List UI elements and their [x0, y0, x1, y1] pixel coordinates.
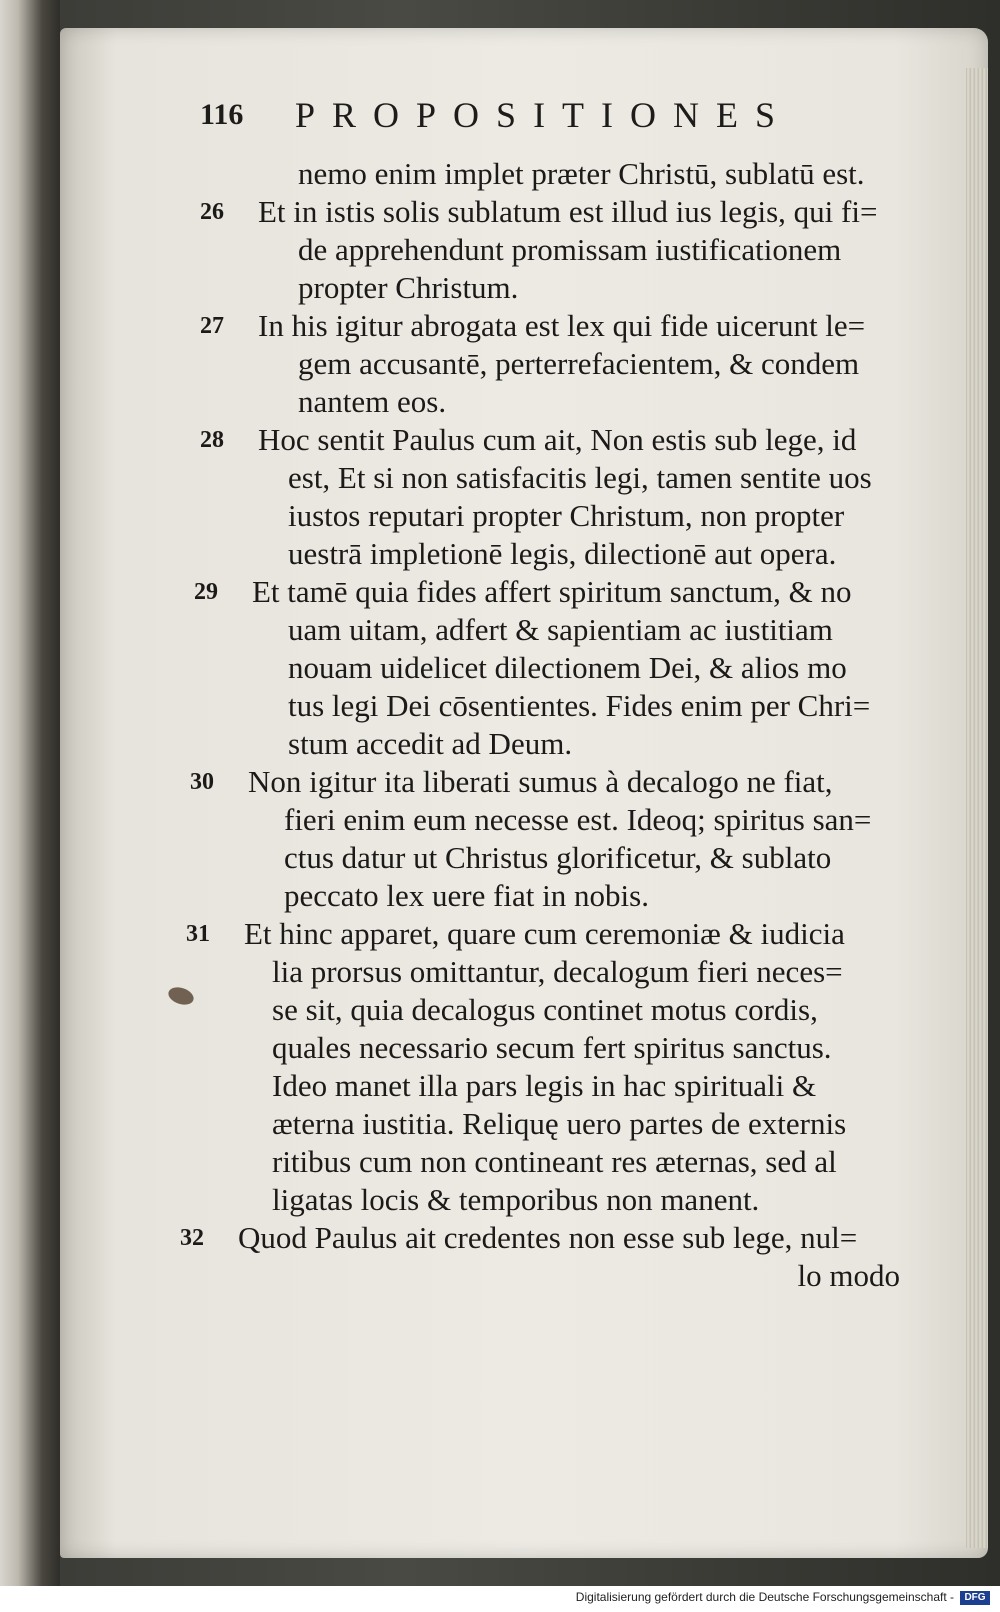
book-binding [0, 0, 60, 1586]
proposition-number: 32 [180, 1225, 204, 1251]
digitization-credit: Digitalisierung gefördert durch die Deutsche Forschungsgemeinschaft - [575, 1590, 954, 1604]
text-line: ctus datur ut Christus glorificetur, & sublato [284, 840, 832, 875]
proposition-31 [186, 915, 960, 1219]
proposition-29 [194, 573, 960, 763]
page-edges [966, 68, 988, 1548]
text-line: Et hinc apparet, quare cum ceremoniæ & iudicia [244, 916, 845, 951]
text-line: uam uitam, adfert & sapientiam ac iustitiam [288, 612, 833, 647]
footer-strip [0, 1586, 1000, 1612]
text-line: fieri enim eum necesse est. Ideoq; spiritus san= [284, 802, 872, 837]
text-line: propter Christum. [298, 270, 519, 305]
page-header [200, 90, 900, 140]
text-line: nouam uidelicet dilectionem Dei, & alios mo [288, 650, 847, 685]
text-line: æterna iustitia. Reliquę uero partes de externis [272, 1106, 847, 1141]
proposition-number: 26 [200, 199, 224, 225]
proposition-26 [200, 193, 960, 307]
page-number: 116 [200, 98, 244, 131]
text-line: In his igitur abrogata est lex qui fide uicerunt le= [258, 308, 866, 343]
text-line: lia prorsus omittantur, decalogum fieri neces= [272, 954, 843, 989]
text-line: nantem eos. [298, 384, 447, 419]
catchword: lo modo [797, 1258, 900, 1293]
proposition-32 [180, 1219, 960, 1257]
text-line: quales necessario secum fert spiritus sanctus. [272, 1030, 832, 1065]
text-line: est, Et si non satisfacitis legi, tamen sentite uos [288, 460, 872, 495]
text-line: stum accedit ad Deum. [288, 726, 573, 761]
proposition-number: 27 [200, 313, 224, 339]
text-line: Ideo manet illa pars legis in hac spirituali & [272, 1068, 817, 1103]
paragraph-continuation [200, 155, 960, 193]
running-title: PROPOSITIONES [295, 95, 793, 135]
text-line: ritibus cum non contineant res æternas, sed al [272, 1144, 837, 1179]
text-line: Et tamē quia fides affert spiritum sanctum, & no [252, 574, 852, 609]
text-line: nemo enim implet præter Christū, sublatū est. [298, 156, 865, 191]
proposition-number: 29 [194, 579, 218, 605]
proposition-30 [190, 763, 960, 915]
text-line: tus legi Dei cōsentientes. Fides enim per Chri= [288, 688, 871, 723]
page-body [180, 155, 960, 1295]
text-line: ligatas locis & temporibus non manent. [272, 1182, 760, 1217]
text-line: iustos reputari propter Christum, non propter [288, 498, 845, 533]
proposition-28 [200, 421, 960, 573]
text-line: se sit, quia decalogus continet motus cordis, [272, 992, 818, 1027]
dfg-logo-icon: DFG [960, 1591, 990, 1605]
text-line: uestrā impletionē legis, dilectionē aut opera. [288, 536, 837, 571]
text-line: Quod Paulus ait credentes non esse sub lege, nul= [238, 1220, 858, 1255]
text-line: peccato lex uere fiat in nobis. [284, 878, 649, 913]
proposition-number: 28 [200, 427, 224, 453]
proposition-number: 31 [186, 921, 210, 947]
text-line: de apprehendunt promissam iustificationem [298, 232, 842, 267]
text-line: Non igitur ita liberati sumus à decalogo ne fiat, [248, 764, 833, 799]
text-line: gem accusantē, perterrefacientem, & condem [298, 346, 860, 381]
proposition-27 [200, 307, 960, 421]
proposition-number: 30 [190, 769, 214, 795]
text-line: Et in istis solis sublatum est illud ius legis, qui fi= [258, 194, 878, 229]
text-line: Hoc sentit Paulus cum ait, Non estis sub lege, id [258, 422, 857, 457]
